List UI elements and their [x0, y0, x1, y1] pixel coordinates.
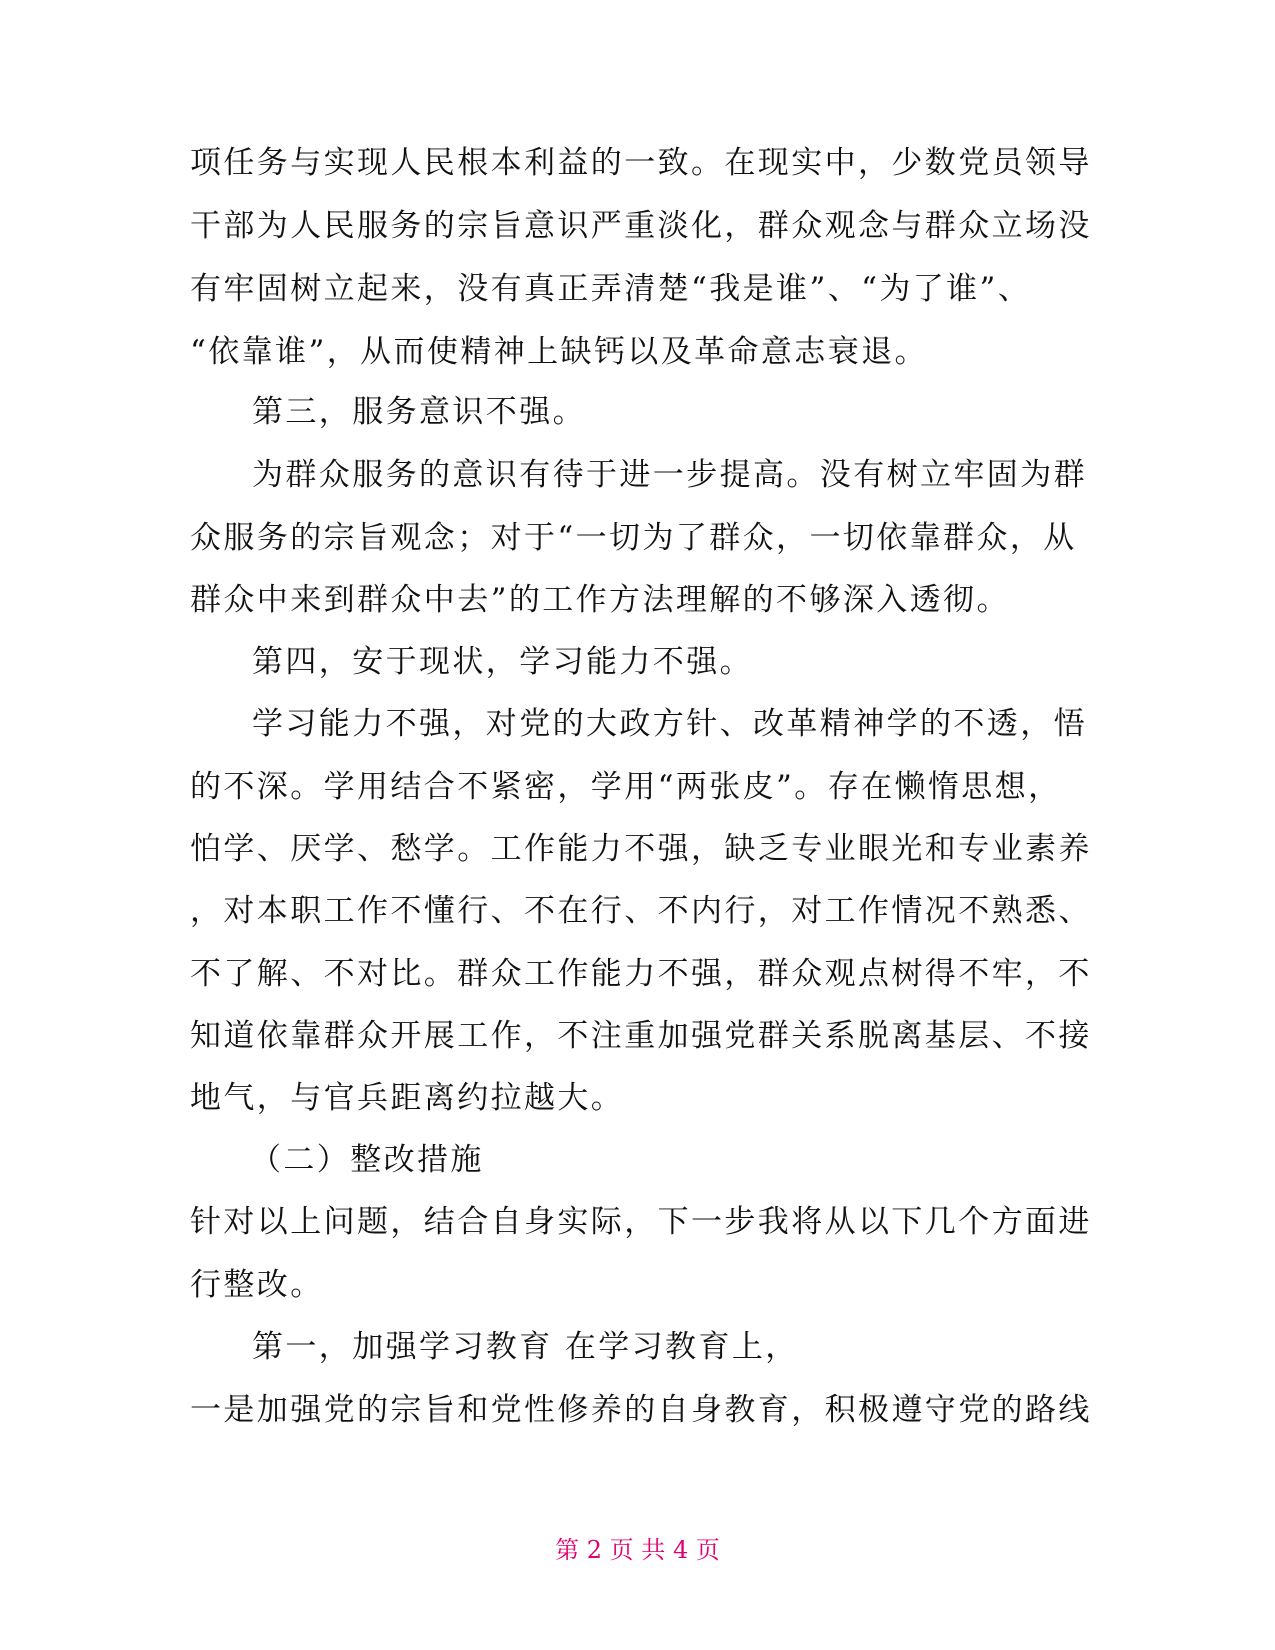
- text-line: 学习能力不强，对党的大政方针、改革精神学的不透，悟: [252, 706, 1087, 742]
- text-line: 项任务与实现人民根本利益的一致。在现实中，少数党员领导: [190, 145, 1092, 181]
- text-line: 的不深。学用结合不紧密，学用“两张皮”。存在懒惰思想，: [190, 769, 1062, 805]
- text-line: 为群众服务的意识有待于进一步提高。没有树立牢固为群: [252, 457, 1087, 493]
- text-line: 干部为人民服务的宗旨意识严重淡化，群众观念与群众立场没: [190, 208, 1092, 244]
- page-footer: [0, 1535, 1275, 1565]
- text-line: 不了解、不对比。群众工作能力不强，群众观点树得不牢，不: [190, 956, 1092, 992]
- text-line: 怕学、厌学、愁学。工作能力不强，缺乏专业眼光和专业素养: [190, 831, 1092, 867]
- text-line: 知道依靠群众开展工作，不注重加强党群关系脱离基层、不接: [190, 1018, 1092, 1054]
- text-line: 众服务的宗旨观念；对于“一切为了群众，一切依靠群众，从: [190, 520, 1077, 556]
- text-line: 一是加强党的宗旨和党性修养的自身教育，积极遵守党的路线: [190, 1392, 1092, 1428]
- text-line: 行整改。: [190, 1267, 324, 1303]
- section-heading: 第四，安于现状，学习能力不强。: [252, 644, 753, 680]
- text-line: 群众中来到群众中去”的工作方法理解的不够深入透彻。: [190, 582, 1010, 618]
- section-heading: 第三，服务意识不强。: [252, 394, 586, 430]
- text-line: ，对本职工作不懂行、不在行、不内行，对工作情况不熟悉、: [190, 893, 1092, 929]
- page-number-label: 第 2 页 共 4 页: [555, 1536, 720, 1564]
- text-line: 有牢固树立起来，没有真正弄清楚“我是谁”、“为了谁”、: [190, 271, 1032, 307]
- section-heading: （二）整改措施: [250, 1142, 484, 1178]
- text-line: 针对以上问题，结合自身实际，下一步我将从以下几个方面进: [190, 1204, 1092, 1240]
- text-line: “依靠谁”，从而使精神上缺钙以及革命意志衰退。: [190, 334, 928, 370]
- section-heading: 第一，加强学习教育 在学习教育上，: [252, 1329, 799, 1365]
- text-line: 地气，与官兵距离约拉越大。: [190, 1080, 625, 1116]
